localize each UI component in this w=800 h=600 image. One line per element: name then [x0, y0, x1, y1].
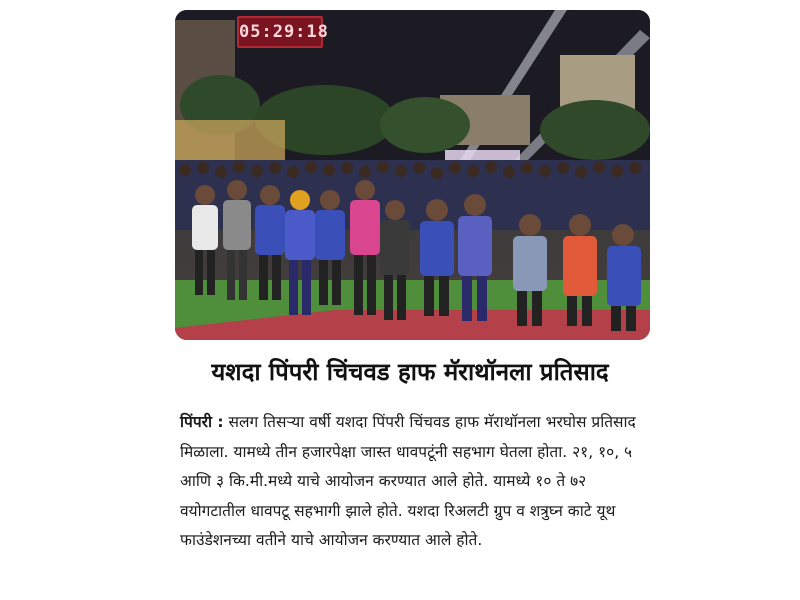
marathon-photo-illustration — [175, 10, 650, 340]
marathon-photo — [175, 10, 650, 340]
article-body-text: सलग तिसऱ्या वर्षी यशदा पिंपरी चिंचवड हाफ मॅराथॉनला भरघोस प्रतिसाद मिळाला. यामध्ये तीन हजारपेक्षा जास्त धावपटूंनी सहभाग घेतला होता. २१, १०, ५ आणि ३ कि.मी.मध्ये याचे आयोजन करण्यात आले होते. यामध्ये १० ते ७२ वयोगटातील धावपटू सहभागी झाले होते. यशदा रिअलटी ग्रुप व शत्रुघ्न काटे यूथ फाउंडेशनच्या वतीने याचे आयोजन करण्यात आले होते. — [180, 413, 636, 549]
race-clock-display: 05:29:18 — [237, 16, 323, 48]
tree — [380, 97, 470, 153]
article-dateline: पिंपरी : — [180, 413, 224, 431]
newspaper-clipping — [150, 0, 670, 600]
tree — [540, 100, 650, 160]
article-headline: यशदा पिंपरी चिंचवड हाफ मॅराथॉनला प्रतिसाद — [211, 358, 609, 386]
lit-storefront — [175, 120, 285, 160]
article-body — [180, 408, 650, 556]
